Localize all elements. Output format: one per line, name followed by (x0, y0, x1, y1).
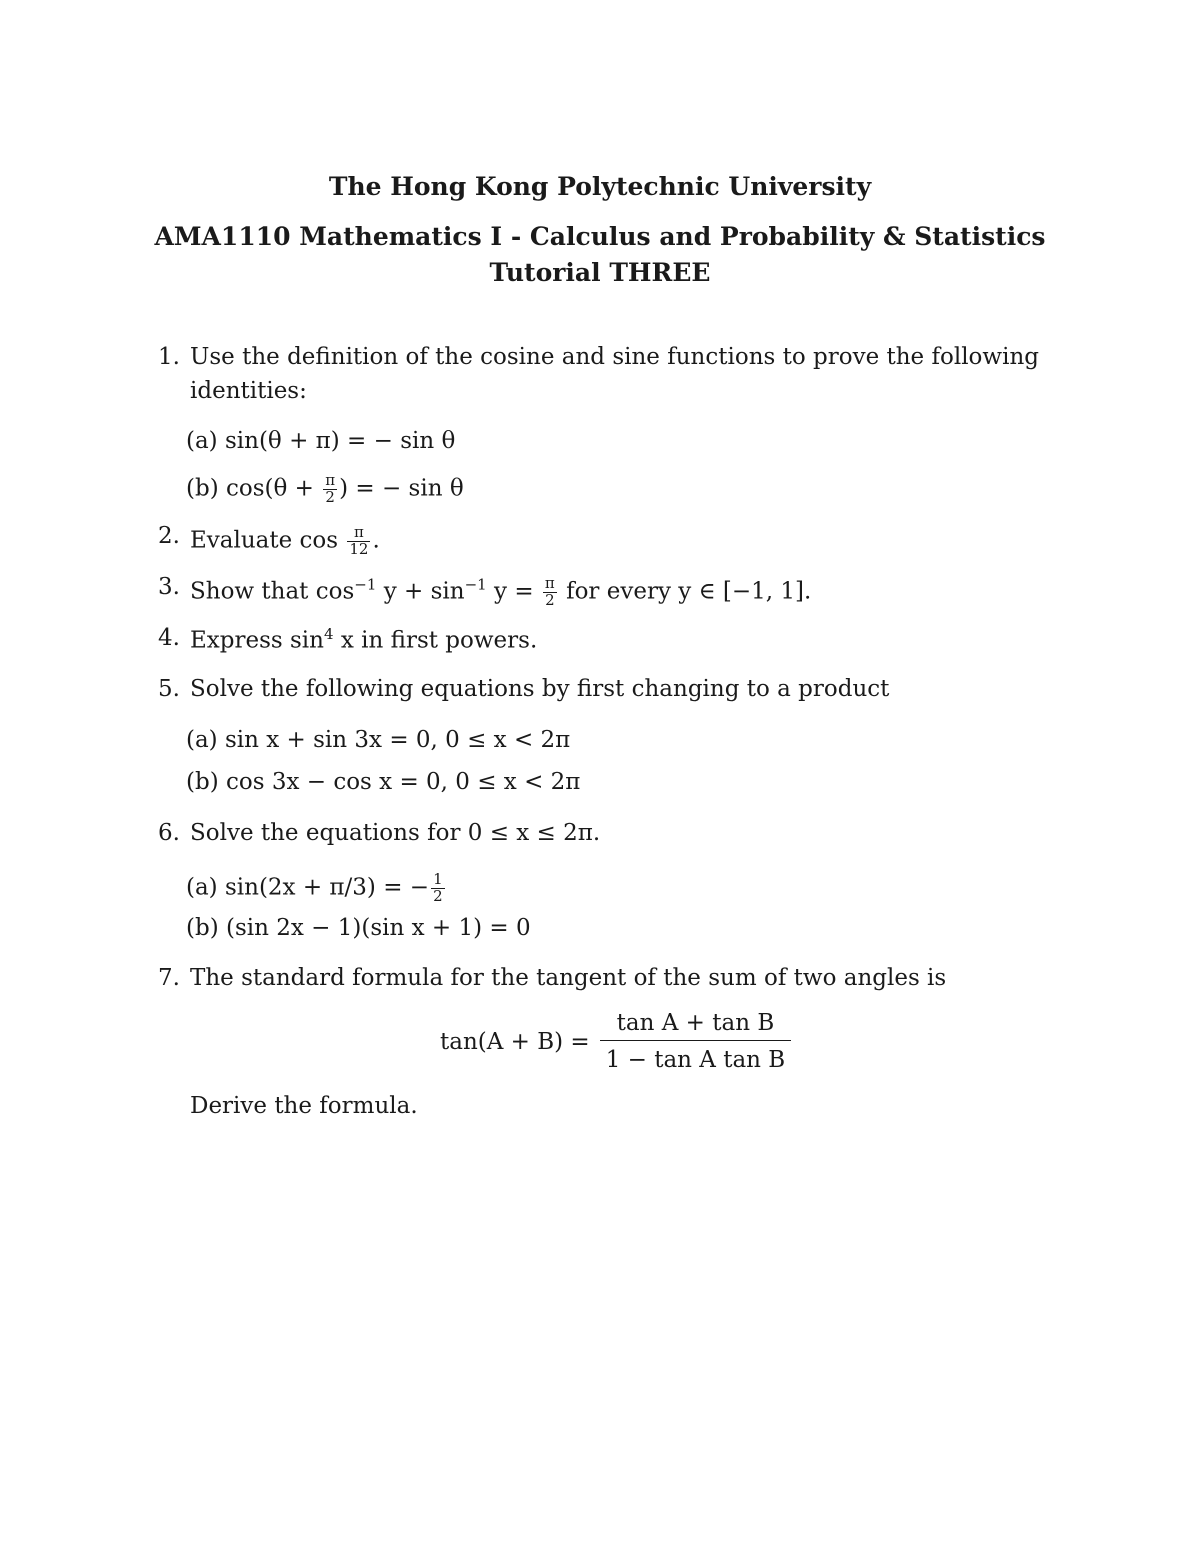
subquestion-text: (a) sin(θ + π) = − sin θ (186, 428, 456, 454)
subquestion-text: (a) sin(2x + π/3) = − $\frac{1}{2}$ (186, 870, 443, 905)
fraction: $\frac{\pi}{2}$ (544, 574, 555, 609)
tutorial-title: Tutorial THREE (489, 258, 711, 287)
question-text: Solve the equations for 0 ≤ x ≤ 2π. (190, 820, 601, 846)
fraction: $\frac{1}{2}$ (433, 870, 443, 905)
question-number: 4. (158, 625, 180, 651)
instruction-text: Derive the formula. (190, 1093, 418, 1119)
question-text: The standard formula for the tangent of the sum of two angles is (190, 965, 947, 991)
question-number: 6. (158, 820, 180, 846)
formula-fraction (600, 1010, 792, 1073)
formula-numerator: tan A + tan B (600, 1010, 792, 1041)
course-title: AMA1110 Mathematics I - Calculus and Probability & Statistics (154, 222, 1046, 251)
fraction: $\frac{\pi}{12}$ (349, 523, 369, 558)
subquestion-text: (b) cos(θ + $\frac{\pi}{2}$ ) = − sin θ (186, 471, 464, 506)
subquestion-text: (b) (sin 2x − 1)(sin x + 1) = 0 (186, 915, 531, 941)
formula-denominator: 1 − tan A tan B (605, 1047, 786, 1073)
subquestion-text: (a) sin x + sin 3x = 0, 0 ≤ x < 2π (186, 727, 571, 753)
question-number: 1. (158, 344, 180, 370)
question-number: 3. (158, 574, 180, 600)
subquestion-text: (b) cos 3x − cos x = 0, 0 ≤ x < 2π (186, 769, 581, 795)
question-number: 7. (158, 965, 180, 991)
fraction: $\frac{\pi}{2}$ (325, 471, 336, 506)
question-text: Show that $\cos^{-1} y + \sin^{-1} y$ = $\frac{\pi}{2}$ for every y ∈ [−1, 1]. (190, 574, 812, 609)
question-text: Use the definition of the cosine and sine functions to prove the following (190, 344, 1039, 370)
question-number: 5. (158, 676, 180, 702)
university-title: The Hong Kong Polytechnic University (328, 172, 872, 201)
question-number: 2. (158, 523, 180, 549)
tangent-sum-formula (440, 1010, 791, 1073)
question-text: Evaluate cos $\frac{\pi}{12}$ . (190, 523, 380, 558)
question-text: identities: (190, 378, 307, 404)
formula-lhs: tan(A + B) = (440, 1028, 590, 1055)
question-text: Express $\sin^4 x$ in first powers. (190, 625, 538, 654)
question-text: Solve the following equations by first changing to a product (190, 676, 890, 702)
